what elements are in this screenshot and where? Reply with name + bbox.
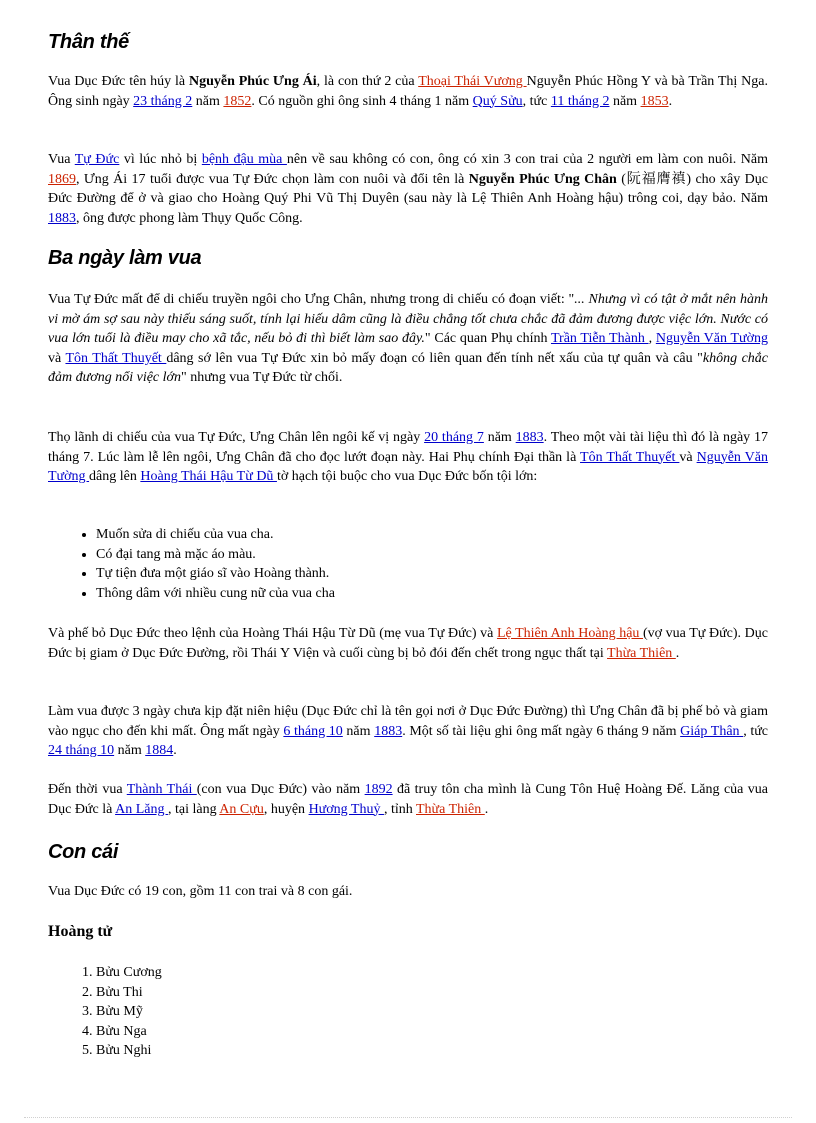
text: Vua Tự Đức mất để di chiếu truyền ngôi cho Ưng Chân, nhưng trong di chiếu có đoạn viết: " bbox=[48, 292, 575, 307]
link-11-thang-2[interactable]: 11 tháng 2 bbox=[550, 93, 610, 109]
heading-hoang-tu: Hoàng tử bbox=[48, 923, 113, 940]
link-1869[interactable]: 1869 bbox=[48, 171, 76, 187]
text: , tức bbox=[522, 93, 551, 109]
heading-con-cai: Con cái bbox=[48, 841, 119, 863]
link-thanh-thai[interactable]: Thành Thái bbox=[126, 782, 197, 797]
link-thua-thien[interactable]: Thừa Thiên bbox=[607, 645, 676, 661]
text: , Ưng Ái 17 tuổi được vua Tự Đức chọn làm con nuôi và đổi tên là bbox=[76, 171, 469, 187]
link-thua-thien[interactable]: Thừa Thiên bbox=[416, 801, 485, 817]
text: Nguyễn Phúc Hồng Y và bà Trần Thị Nga. Ông sinh ngày bbox=[48, 74, 768, 109]
text: Vua bbox=[48, 152, 75, 167]
text: Thọ lãnh di chiếu của vua Tự Đức, Ưng Chân lên ngôi kế vị ngày bbox=[48, 430, 425, 445]
text: vì lúc nhỏ bị bbox=[119, 152, 202, 167]
list-item: 1. Bửu Cương bbox=[96, 963, 768, 983]
paragraph-adoption bbox=[48, 150, 768, 228]
link-an-cuu[interactable]: An Cựu bbox=[219, 801, 264, 817]
link-an-lang[interactable]: An Lăng bbox=[115, 801, 168, 817]
link-le-thien-anh-hoang-hau[interactable]: Lệ Thiên Anh Hoàng hậu bbox=[496, 626, 644, 641]
list-item: 3. Bửu Mỹ bbox=[96, 1002, 768, 1022]
list-item: 5. Bửu Nghi bbox=[96, 1041, 768, 1061]
princes-list bbox=[48, 963, 768, 1061]
link-thoai-thai-vuong[interactable]: Thoại Thái Vương bbox=[418, 74, 527, 89]
paragraph-deposition bbox=[48, 624, 768, 663]
link-23-thang-2[interactable]: 23 tháng 2 bbox=[133, 93, 193, 109]
list-item: • Có đại tang mà mặc áo màu. bbox=[96, 545, 768, 565]
text: , huyện bbox=[263, 801, 309, 817]
link-hoang-thai-hau-tu-du[interactable]: Hoàng Thái Hậu Từ Dũ bbox=[140, 469, 277, 485]
list-item: 4. Bửu Nga bbox=[96, 1022, 768, 1042]
text: và bbox=[48, 350, 66, 366]
text: (阮福膺禛) cho xây Dục Đức Đường để ở và giao cho Hoàng Quý Phi Vũ Thị Duyên (sau này là Lệ Thiên Anh Hoàng hậu) trông coi, dạy bảo. Năm bbox=[48, 171, 768, 207]
paragraph-origin bbox=[48, 72, 768, 111]
link-1884[interactable]: 1884 bbox=[145, 743, 174, 759]
text: . Một số tài liệu ghi ông mất ngày 6 tháng 9 năm bbox=[402, 723, 681, 739]
list-item: • Tự tiện đưa một giáo sĩ vào Hoàng thành. bbox=[96, 564, 768, 584]
link-quy-suu[interactable]: Quý Sửu bbox=[472, 93, 523, 109]
text: và bbox=[679, 449, 697, 465]
text: năm bbox=[342, 723, 375, 739]
text: , ông được phong làm Thụy Quốc Công. bbox=[76, 210, 303, 226]
text: năm bbox=[483, 430, 516, 445]
text: . bbox=[484, 801, 489, 817]
text: . Có nguồn ghi ông sinh 4 tháng 1 năm bbox=[251, 93, 473, 109]
link-1883[interactable]: 1883 bbox=[48, 210, 76, 226]
link-1883[interactable]: 1883 bbox=[515, 430, 544, 445]
link-ton-that-thuyet[interactable]: Tôn Thất Thuyết bbox=[580, 449, 680, 465]
text: " Các quan Phụ chính bbox=[424, 331, 551, 347]
text: năm bbox=[114, 743, 146, 759]
list-item: • Thông dâm với nhiều cung nữ của vua cha bbox=[96, 584, 768, 604]
text: nên về sau không có con, ông có xin 3 con trai của 2 người em làm con nuôi. Năm bbox=[286, 152, 768, 167]
text: , tại làng bbox=[167, 801, 220, 817]
link-1852[interactable]: 1852 bbox=[223, 93, 252, 109]
list-item: • Muốn sửa di chiếu của vua cha. bbox=[96, 525, 768, 545]
link-benh-dau-mua[interactable]: bệnh đậu mùa bbox=[201, 152, 287, 167]
text: , tỉnh bbox=[383, 801, 416, 817]
testament-quote: ... Nhưng vì có tật ở mắt nên hành vi mờ ám sợ sau này thiếu sáng suốt, tính lại hiếu dâm cũng là điều chẳng tốt chưa chắc đã đảm đương được việc lớn. Nước có vua lớn tuổi là điều may cho xã tắc, nếu bỏ đi thì biết làm sao đây. bbox=[48, 292, 768, 347]
link-tran-tien-thanh[interactable]: Trần Tiễn Thành bbox=[550, 331, 649, 347]
paragraph-coronation bbox=[48, 428, 768, 487]
link-ton-that-thuyet[interactable]: Tôn Thất Thuyết bbox=[65, 350, 167, 366]
text: (con vua Dục Đức) vào năm bbox=[196, 782, 365, 797]
text: năm bbox=[192, 93, 224, 109]
heading-than-the: Thân thế bbox=[48, 31, 129, 53]
text: (vợ vua Tự Đức). Dục Đức bị giam ở Dục Đức Đường, rồi Thái Y Viện và cuối cùng bị bỏ đói đến chết trong ngục thất tại bbox=[48, 626, 768, 661]
text: Đến thời vua bbox=[48, 782, 127, 797]
text: , bbox=[648, 331, 656, 347]
link-24-thang-10[interactable]: 24 tháng 10 bbox=[48, 743, 115, 759]
birth-name: Nguyễn Phúc Ưng Ái bbox=[188, 74, 317, 89]
text: Làm vua được 3 ngày chưa kịp đặt niên hiệu (Dục Đức chỉ là tên gọi nơi ở Dục Đức Đường) thì Ưng Chân đã bị phế bỏ và giam vào ngục cho đến khi mất. Ông mất ngày bbox=[48, 704, 768, 739]
link-nguyen-van-tuong[interactable]: Nguyễn Văn Tường bbox=[48, 449, 769, 485]
text: . bbox=[668, 93, 673, 109]
text: năm bbox=[609, 93, 641, 109]
text: , tức bbox=[743, 723, 769, 739]
link-20-thang-7[interactable]: 20 tháng 7 bbox=[424, 430, 484, 445]
link-nguyen-van-tuong[interactable]: Nguyễn Văn Tường bbox=[655, 331, 769, 347]
paragraph-testament bbox=[48, 290, 768, 388]
text: , là con thứ 2 của bbox=[316, 74, 419, 89]
text: Vua Dục Đức tên húy là bbox=[48, 74, 189, 89]
paragraph-mausoleum bbox=[48, 780, 768, 819]
link-1853[interactable]: 1853 bbox=[640, 93, 669, 109]
paragraph-children: Vua Dục Đức có 19 con, gồm 11 con trai và 8 con gái. bbox=[48, 884, 353, 899]
crimes-list bbox=[48, 525, 768, 603]
page-bottom-divider bbox=[24, 1117, 792, 1118]
heading-ba-ngay-lam-vua: Ba ngày làm vua bbox=[48, 247, 202, 269]
text: dâng lên bbox=[89, 469, 141, 485]
text: Và phế bỏ Dục Đức theo lệnh của Hoàng Thái Hậu Từ Dũ (mẹ vua Tự Đức) và bbox=[48, 626, 497, 641]
text: . Theo một vài tài liệu thì đó là ngày 17 tháng 7. Lúc làm lễ lên ngôi, Ưng Chân đã cho đọc lướt đoạn này. Hai Phụ chính Đại thần là bbox=[48, 430, 769, 465]
text: dâng sớ lên vua Tự Đức xin bỏ mấy đoạn có liên quan đến tính nết xấu của tự quân và câu " bbox=[166, 350, 703, 366]
text: " nhưng vua Tự Đức từ chối. bbox=[181, 370, 343, 386]
list-item: 2. Bửu Thi bbox=[96, 983, 768, 1003]
text: đã truy tôn cha mình là Cung Tôn Huệ Hoàng Đế. Lăng của vua Dục Đức là bbox=[48, 782, 769, 817]
text: tờ hạch tội buộc cho vua Dục Đức bốn tội lớn: bbox=[276, 469, 538, 485]
quote-short: không chắc đảm đương nổi việc lớn bbox=[48, 350, 768, 386]
link-giap-than[interactable]: Giáp Thân bbox=[680, 723, 744, 739]
paragraph-death bbox=[48, 702, 768, 761]
text: . bbox=[173, 743, 177, 759]
adopted-name: Nguyễn Phúc Ưng Chân bbox=[468, 171, 617, 187]
link-1892[interactable]: 1892 bbox=[364, 782, 393, 797]
text: . bbox=[675, 645, 680, 661]
link-6-thang-10[interactable]: 6 tháng 10 bbox=[283, 723, 343, 739]
link-1883[interactable]: 1883 bbox=[374, 723, 403, 739]
link-huong-thuy[interactable]: Hương Thuỷ bbox=[308, 801, 384, 817]
link-tu-duc[interactable]: Tự Đức bbox=[74, 152, 120, 167]
